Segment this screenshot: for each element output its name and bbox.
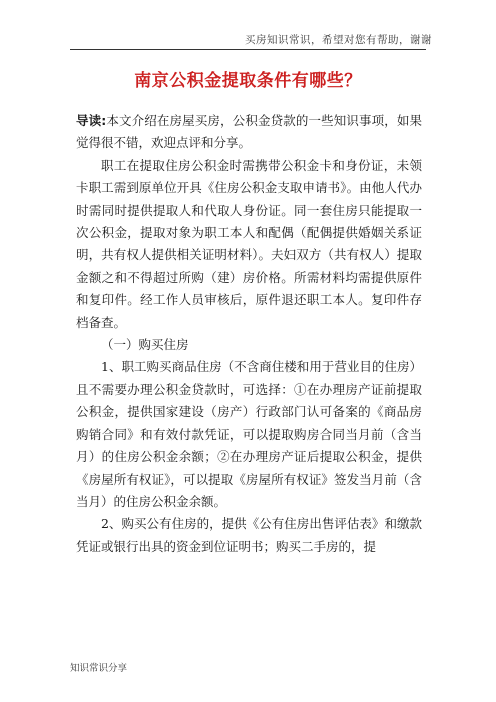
header-rule [70,49,426,50]
paragraph-requirements: 职工在提取住房公积金时需携带公积金卡和身份证，未领卡职工需到原单位开具《住房公积金支取申请书》。由他人代办时需同时提供提取人和代取人身份证。同一套住房只能提取一次公积金，提取对象为职工本人和配偶（配偶提供婚姻关系证明，共有权人提供相关证明材料）。夫妇双方（共有权人）提取金额之和不得超过所购（建）房价格。所需材料均需提供原件和复印件。经工作人员审核后，原件退还职工本人。复印件存档备查。 [76,157,422,330]
header-note: 买房知识常识，希望对您有帮助，谢谢 [245,34,432,46]
section-heading-purchase: （一）购买住房 [101,337,189,353]
footer-note: 知识常识分享 [70,663,128,674]
intro-paragraph [76,110,422,155]
intro-label: 导读: [76,113,107,128]
document-title: 南京公积金提取条件有哪些？ [134,71,362,91]
document-body [76,110,422,558]
paragraph-item-1: 1、职工购买商品住房（不含商住楼和用于营业目的住房）且不需要办理公积金贷款时，可选择：①在办理房产证前提取公积金，提供国家建设（房产）行政部门认可备案的《商品房购销合同》和有效付款凭证，可以提取购房合同当月前（含当月）的住房公积金余额；②在办理房产证后提取公积金，提供《房屋所有权证》，可以提取《房屋所有权证》签发当月前（含当月）的住房公积金余额。 [76,359,422,509]
paragraph-item-2: 2、购买公有住房的，提供《公有住房出售评估表》和缴款凭证或银行出具的资金到位证明书；购买二手房的，提 [76,516,422,554]
intro-text: 本文介绍在房屋买房，公积金贷款的一些知识事项，如果觉得很不错，欢迎点评和分享。 [76,113,422,151]
